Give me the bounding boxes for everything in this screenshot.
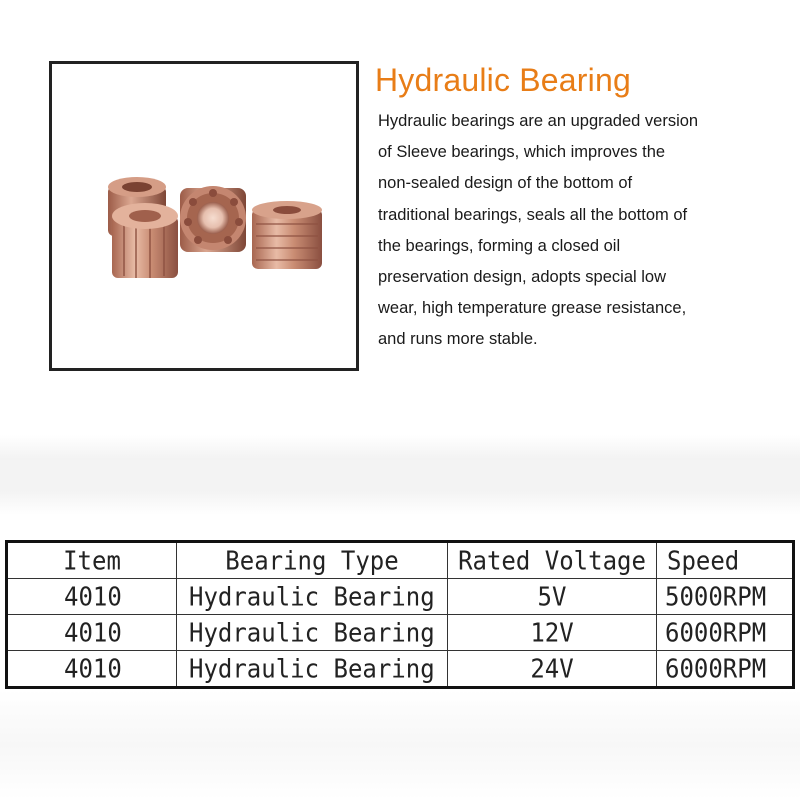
cell-speed: 6000RPM [657, 649, 794, 689]
cell-bearing-type: Hydraulic Bearing [177, 613, 448, 652]
description-line: non-sealed design of the bottom of [378, 174, 633, 193]
description-line: of Sleeve bearings, which improves the [378, 143, 666, 162]
cell-bearing-type: Hydraulic Bearing [177, 577, 448, 616]
table-row [7, 615, 794, 651]
cell-item: 4010 [7, 613, 177, 652]
description-line: and runs more stable. [378, 330, 538, 349]
column-header-bearing-type: Bearing Type [177, 540, 448, 580]
cell-speed: 5000RPM [657, 577, 794, 616]
cell-rated-voltage: 24V [448, 649, 657, 689]
column-header-rated-voltage: Rated Voltage [448, 540, 657, 580]
table-row [7, 651, 794, 688]
description-line: traditional bearings, seals all the bottom of [378, 205, 688, 224]
cell-speed: 6000RPM [657, 613, 794, 652]
description-line: the bearings, forming a closed oil [378, 236, 621, 255]
cell-item: 4010 [7, 577, 177, 616]
product-photo [49, 61, 359, 371]
cell-rated-voltage: 12V [448, 613, 657, 652]
table-header-row [7, 542, 794, 579]
product-title: Hydraulic Bearing [375, 62, 631, 98]
product-description [378, 106, 748, 356]
background-band [0, 435, 800, 515]
cell-bearing-type: Hydraulic Bearing [177, 649, 448, 689]
description-line: preservation design, adopts special low [378, 268, 667, 287]
column-header-item: Item [7, 540, 177, 580]
bearing-photo-icon [52, 64, 356, 368]
table-row [7, 579, 794, 615]
background-band-bottom [0, 690, 800, 800]
spec-table [5, 540, 795, 689]
cell-item: 4010 [64, 653, 122, 684]
column-header-speed: Speed [657, 540, 794, 580]
cell-rated-voltage: 5V [448, 577, 657, 616]
description-line: Hydraulic bearings are an upgraded version [378, 112, 699, 130]
description-line: wear, high temperature grease resistance, [378, 299, 687, 318]
